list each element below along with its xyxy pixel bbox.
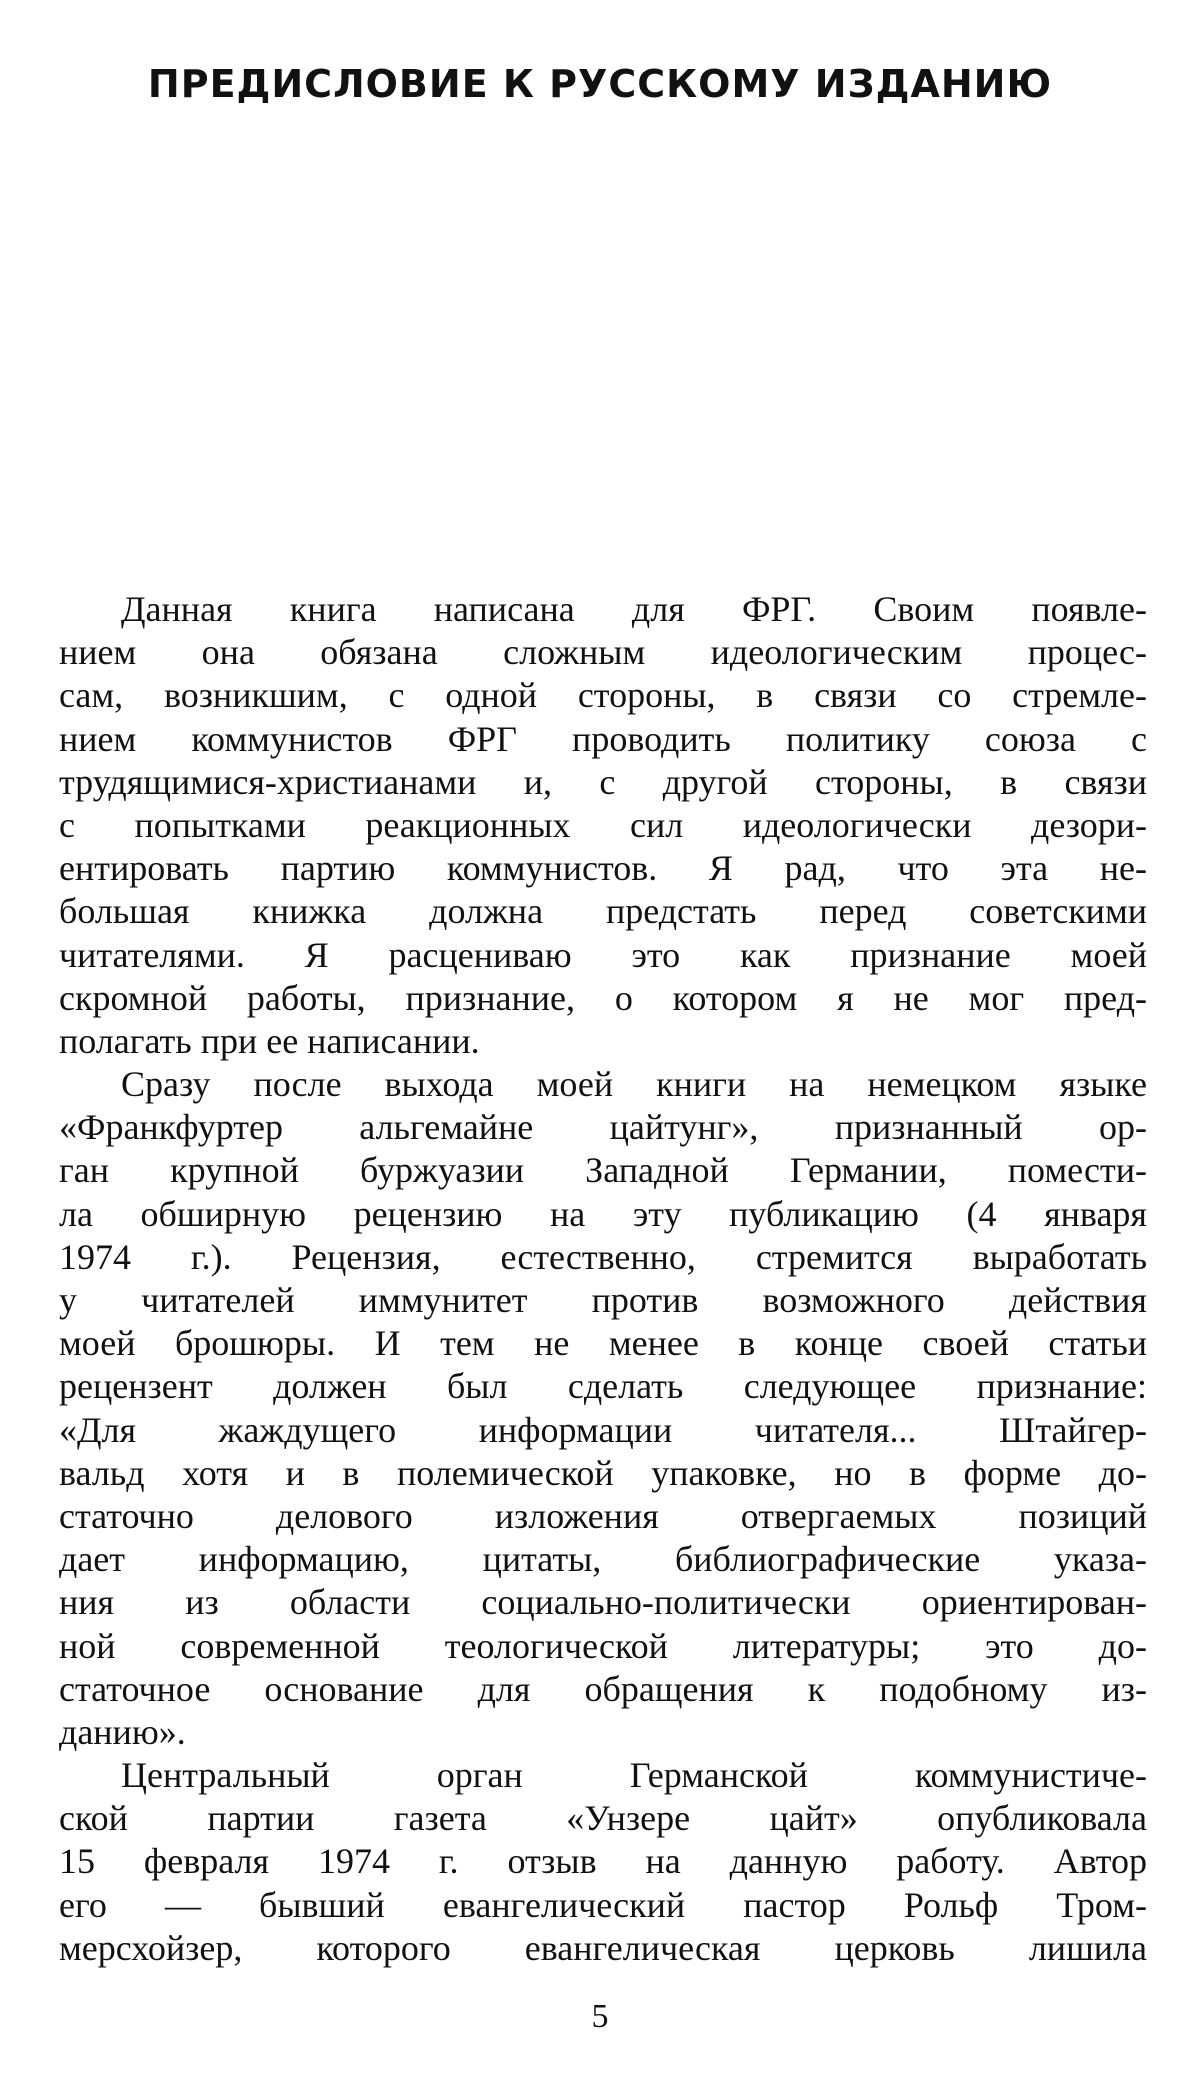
text-line: статочно делового изложения отвергаемых позиций xyxy=(59,1495,1147,1536)
text-line: ной современной теологической литературы; это до- xyxy=(59,1625,1147,1666)
text-line: Центральный орган Германской коммунистиче- xyxy=(121,1755,1147,1796)
text-line: «Для жаждущего информации читателя... Штайгер- xyxy=(59,1409,1147,1450)
text-line: нием коммунистов ФРГ проводить политику союза с xyxy=(59,718,1147,759)
text-line: полагать при ее написании. xyxy=(59,1020,480,1061)
text-line: скромной работы, признание, о котором я не мог пред- xyxy=(59,977,1147,1018)
text-line: ла обширную рецензию на эту публикацию (4 января xyxy=(59,1193,1147,1234)
text-line: вальд хотя и в полемической упаковке, но в форме до- xyxy=(59,1452,1147,1493)
text-line: 1974 г.). Рецензия, естественно, стремится выработать xyxy=(59,1236,1147,1277)
text-line: нием она обязана сложным идеологическим процес- xyxy=(59,632,1147,673)
page-title: ПРЕДИСЛОВИЕ К РУССКОМУ ИЗДАНИЮ xyxy=(147,62,1053,106)
text-line: рецензент должен был сделать следующее признание: xyxy=(59,1366,1147,1407)
text-line: Данная книга написана для ФРГ. Своим появле- xyxy=(121,589,1147,629)
text-line: ган крупной буржуазии Западной Германии, помести- xyxy=(59,1150,1147,1191)
text-line: с попытками реакционных сил идеологически дезори- xyxy=(59,804,1147,845)
body-text xyxy=(59,588,1147,1970)
text-line: статочное основание для обращения к подобному из- xyxy=(59,1668,1147,1709)
text-line: Сразу после выхода моей книги на немецком языке xyxy=(121,1064,1147,1105)
text-line: дает информацию, цитаты, библиографические указа- xyxy=(59,1539,1147,1580)
text-line: у читателей иммунитет против возможного действия xyxy=(59,1280,1147,1320)
page-number: 5 xyxy=(591,1998,609,2035)
paragraph-3 xyxy=(59,1754,1147,1970)
text-line: мерсхойзер, которого евангелическая церковь лишила xyxy=(59,1927,1147,1968)
text-line: моей брошюры. И тем не менее в конце своей статьи xyxy=(59,1323,1147,1364)
text-line: «Франкфуртер альгемайне цайтунг», признанный ор- xyxy=(59,1107,1147,1148)
paragraph-1 xyxy=(59,588,1147,1063)
text-line: читателями. Я расцениваю это как признание моей xyxy=(59,934,1147,975)
text-line: ской партии газета «Унзере цайт» опубликовала xyxy=(59,1798,1147,1839)
text-line: большая книжка должна предстать перед советскими xyxy=(59,891,1147,932)
text-line: сам, возникшим, с одной стороны, в связи со стремле- xyxy=(59,675,1147,716)
text-line: его — бывший евангелический пастор Рольф Тром- xyxy=(59,1884,1147,1925)
paragraph-2 xyxy=(59,1063,1147,1754)
text-line: ния из области социально-политически ориентирован- xyxy=(59,1582,1147,1623)
text-line: трудящимися-христианами и, с другой стороны, в связи xyxy=(59,761,1147,802)
text-line: данию». xyxy=(59,1711,186,1752)
text-line: ентировать партию коммунистов. Я рад, что эта не- xyxy=(59,848,1147,889)
text-line: 15 февраля 1974 г. отзыв на данную работу. Автор xyxy=(59,1841,1147,1882)
